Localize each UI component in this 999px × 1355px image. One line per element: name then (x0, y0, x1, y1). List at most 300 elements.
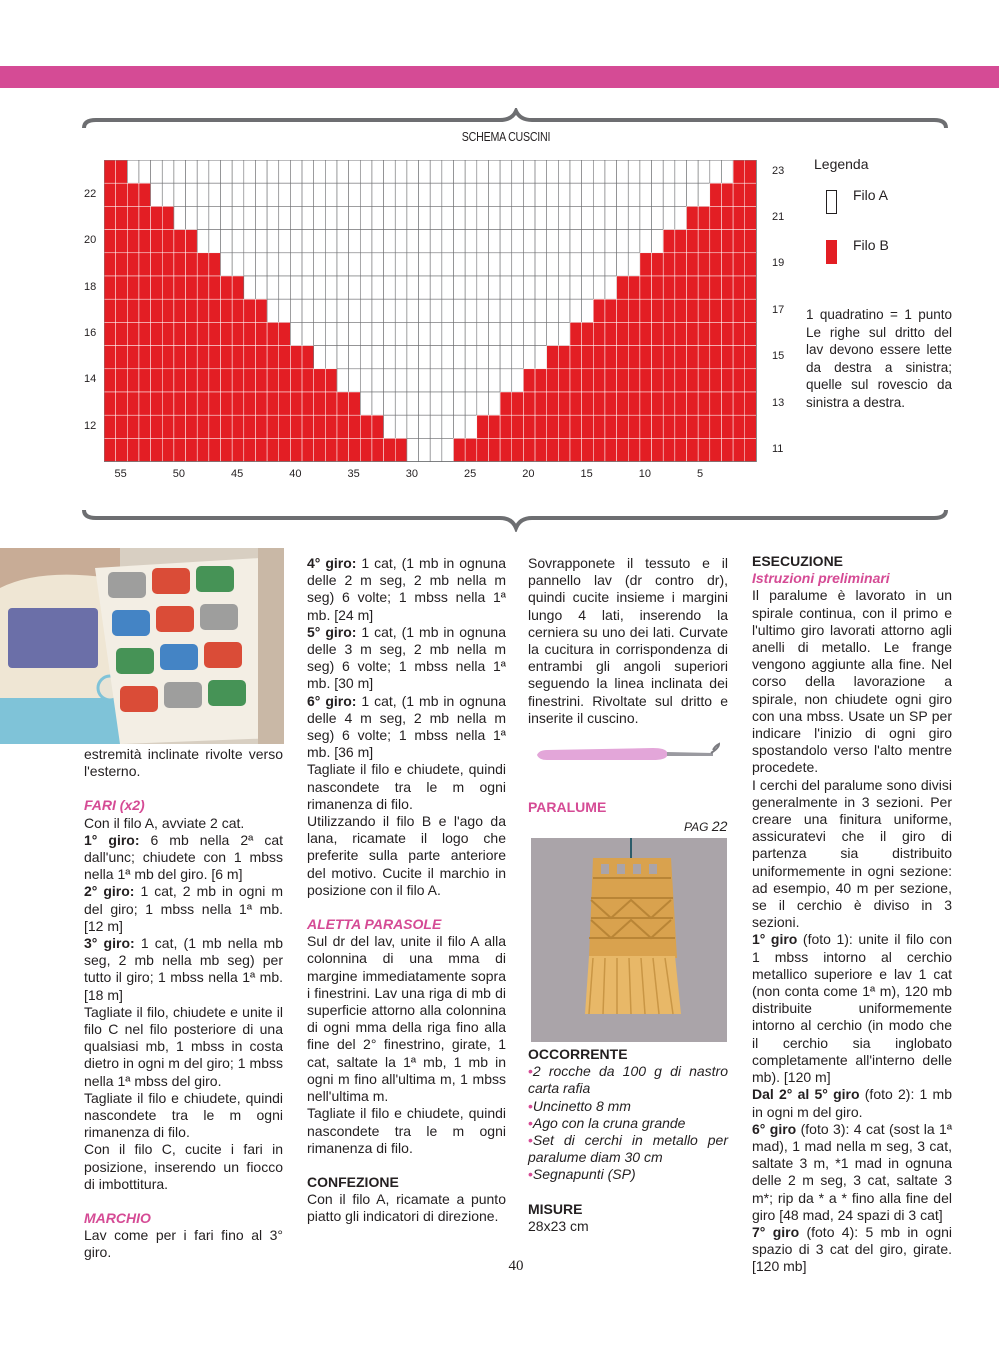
chart-cell-b (104, 230, 116, 253)
chart-cell-b (244, 392, 256, 415)
chart-cell-a (360, 183, 372, 206)
chart-cell-b (151, 276, 163, 299)
row-label-left: 14 (84, 373, 97, 386)
chart-cell-a (512, 230, 524, 253)
chart-cell-a (558, 299, 570, 322)
chart-cell-b (162, 253, 174, 276)
chart-cell-a (349, 276, 361, 299)
chart-cell-b (337, 392, 349, 415)
chart-cell-b (745, 415, 757, 438)
chart-cell-a (349, 369, 361, 392)
chart-cell-b (290, 346, 302, 369)
chart-cell-a (570, 253, 582, 276)
chart-cell-a (174, 206, 186, 229)
chart-cell-a (605, 183, 617, 206)
paralume-heading: PARALUME (528, 799, 607, 815)
chart-cell-a (267, 276, 279, 299)
aletta-text: Sul dr del lav, unite il filo A alla colonnina di una mma di margine immediatamente sopra i finestrini. Lav una riga di mb di superficie attorno alla colonnina di ogni mma della riga fino alla fine del 2° finestrino, girate, 1 cat, saltate la 1ª mb, 1 mb in ogni m fino all'ultima m, 1 mbss nell'ultima m. (307, 933, 506, 1105)
chart-cell-b (186, 438, 198, 461)
chart-cell-b (302, 392, 314, 415)
chart-cell-b (267, 346, 279, 369)
chart-title: SCHEMA CUSCINI (461, 129, 551, 144)
chart-cell-a (500, 230, 512, 253)
chart-cell-a (454, 206, 466, 229)
chart-cell-b (687, 369, 699, 392)
chart-cell-b (698, 415, 710, 438)
esecuzione-title: ESECUZIONE (752, 553, 844, 569)
col-label: 50 (172, 467, 185, 480)
chart-cell-a (419, 438, 431, 461)
chart-cell-a (325, 346, 337, 369)
chart-cell-b (558, 438, 570, 461)
chart-cell-b (127, 206, 139, 229)
chart-cell-a (279, 183, 291, 206)
chart-cell-a (267, 206, 279, 229)
chart-cell-a (407, 346, 419, 369)
chart-cell-a (407, 438, 419, 461)
chart-cell-b (314, 369, 326, 392)
chart-cell-a (419, 253, 431, 276)
chart-cell-b (721, 299, 733, 322)
chart-cell-b (512, 415, 524, 438)
chart-cell-b (593, 438, 605, 461)
chart-cell-b (174, 322, 186, 345)
chart-cell-a (558, 230, 570, 253)
chart-cell-a (500, 322, 512, 345)
chart-cell-a (512, 183, 524, 206)
chart-cell-b (652, 346, 664, 369)
fari-title: FARI (x2) (84, 797, 145, 814)
chart-cell-a (640, 230, 652, 253)
chart-cell-b (197, 299, 209, 322)
material-item: • 2 rocche da 100 g di nastro carta rafia (528, 1063, 728, 1097)
chart-cell-a (337, 230, 349, 253)
chart-cell-b (687, 253, 699, 276)
chart-cell-b (244, 438, 256, 461)
chart-cell-b (139, 392, 151, 415)
col2-round-4: 4° giro: 1 cat, (1 mb in ognuna delle 2 m seg, 2 mb nella m seg) 6 volte; 1 mbss nella 1ª mb. [24 m] (307, 555, 506, 623)
chart-cell-a (582, 276, 594, 299)
chart-cell-a (360, 369, 372, 392)
chart-cell-b (663, 322, 675, 345)
chart-cell-b (197, 346, 209, 369)
chart-cell-b (151, 206, 163, 229)
chart-cell-a (582, 299, 594, 322)
chart-cell-a (547, 206, 559, 229)
chart-cell-b (174, 253, 186, 276)
chart-cell-b (652, 438, 664, 461)
chart-cell-b (221, 415, 233, 438)
chart-cell-b (628, 322, 640, 345)
chart-cell-b (733, 160, 745, 183)
chart-cell-b (465, 438, 477, 461)
chart-cell-a (710, 160, 722, 183)
chart-cell-b (652, 392, 664, 415)
chart-cell-a (442, 230, 454, 253)
row-label-right: 21 (772, 211, 785, 223)
column-3-lower (528, 1046, 728, 1235)
chart-cell-a (593, 253, 605, 276)
chart-cell-b (605, 346, 617, 369)
chart-cell-b (617, 415, 629, 438)
chart-cell-a (430, 160, 442, 183)
chart-cell-a (349, 230, 361, 253)
chart-cell-b (547, 369, 559, 392)
chart-cell-a (617, 160, 629, 183)
col2-cut: Tagliate il filo e chiudete, quindi nascondete tra le m ogni rimanenza di filo. (307, 761, 506, 812)
chart-cell-b (733, 230, 745, 253)
crochet-hook-image (533, 738, 725, 768)
chart-cell-b (582, 438, 594, 461)
chart-cell-a (465, 206, 477, 229)
fari-cut-1: Tagliate il filo, chiudete e unite il filo C nel filo posteriore di una qualsiasi mb, 1 mbss in costa dietro in ogni m del giro; 1 mbss nella 1ª mbss del giro. (84, 1003, 283, 1089)
chart-cell-a (512, 206, 524, 229)
chart-cell-a (535, 206, 547, 229)
chart-cell-a (162, 183, 174, 206)
col4-round-7: 7° giro (foto 4): 5 mb in ogni spazio di 3 cat del giro, girate. [120 mb] (752, 1223, 953, 1275)
chart-cell-a (174, 160, 186, 183)
chart-cell-b (570, 415, 582, 438)
chart-cell-a (488, 253, 500, 276)
chart-cell-a (244, 160, 256, 183)
chart-cell-b (139, 438, 151, 461)
chart-cell-b (687, 299, 699, 322)
chart-cell-b (733, 415, 745, 438)
chart-cell-b (139, 230, 151, 253)
chart-cell-b (710, 230, 722, 253)
misure-title: MISURE (528, 1200, 583, 1217)
chart-cell-b (197, 322, 209, 345)
chart-cell-b (710, 415, 722, 438)
chart-cell-b (652, 322, 664, 345)
chart-cell-a (290, 160, 302, 183)
chart-cell-b (279, 369, 291, 392)
legend-title: Legenda (814, 156, 869, 172)
chart-cell-a (232, 183, 244, 206)
legend-swatch-b (826, 240, 837, 264)
chart-cell-a (197, 183, 209, 206)
chart-cell-a (454, 392, 466, 415)
chart-cell-a (384, 183, 396, 206)
chart-cell-a (465, 183, 477, 206)
chart-cell-a (675, 206, 687, 229)
chart-cell-a (605, 160, 617, 183)
chart-cell-a (442, 299, 454, 322)
row-label-left: 20 (84, 234, 97, 247)
row-label-left: 12 (84, 419, 97, 432)
chart-cell-b (745, 369, 757, 392)
chart-cell-b (617, 369, 629, 392)
chart-cell-a (617, 206, 629, 229)
chart-cell-b (500, 415, 512, 438)
chart-cell-a (232, 206, 244, 229)
chart-cell-a (652, 160, 664, 183)
chart-cell-a (430, 230, 442, 253)
chart-cell-b (104, 206, 116, 229)
chart-cell-b (710, 253, 722, 276)
chart-cell-b (290, 415, 302, 438)
chart-cell-a (395, 415, 407, 438)
chart-cell-b (209, 346, 221, 369)
chart-cell-a (267, 160, 279, 183)
chart-cell-a (593, 230, 605, 253)
chart-cell-a (442, 206, 454, 229)
chart-cell-a (186, 160, 198, 183)
chart-cell-a (535, 183, 547, 206)
chart-cell-b (454, 438, 466, 461)
page-reference: PAG 22 (684, 818, 728, 834)
chart-cell-b (687, 438, 699, 461)
chart-cell-a (337, 299, 349, 322)
chart-cell-a (558, 276, 570, 299)
chart-cell-b (127, 392, 139, 415)
chart-cell-b (675, 438, 687, 461)
chart-cell-a (244, 253, 256, 276)
chart-cell-a (221, 230, 233, 253)
chart-cell-a (360, 230, 372, 253)
chart-cell-b (640, 415, 652, 438)
chart-cell-b (582, 415, 594, 438)
chart-cell-a (465, 230, 477, 253)
chart-cell-a (628, 183, 640, 206)
chart-cell-a (255, 230, 267, 253)
column-3 (528, 555, 728, 727)
chart-cell-b (570, 392, 582, 415)
chart-cell-a (477, 253, 489, 276)
chart-cell-b (349, 392, 361, 415)
chart-cell-b (710, 346, 722, 369)
chart-cell-a (407, 392, 419, 415)
chart-cell-a (244, 276, 256, 299)
chart-cell-a (617, 230, 629, 253)
chart-cell-b (488, 415, 500, 438)
chart-cell-a (477, 276, 489, 299)
chart-cell-b (221, 392, 233, 415)
chart-cell-b (267, 392, 279, 415)
row-label-right: 15 (772, 350, 785, 363)
chart-cell-a (477, 369, 489, 392)
chart-cell-b (267, 415, 279, 438)
chart-cell-b (721, 230, 733, 253)
chart-cell-a (698, 183, 710, 206)
chart-cell-b (139, 206, 151, 229)
chart-cell-b (151, 230, 163, 253)
chart-cell-b (721, 183, 733, 206)
chart-cell-a (547, 322, 559, 345)
chart-cell-a (419, 369, 431, 392)
chart-cell-b (605, 392, 617, 415)
chart-cell-b (162, 369, 174, 392)
chart-cell-a (465, 276, 477, 299)
chart-cell-a (465, 160, 477, 183)
chart-cell-a (325, 276, 337, 299)
chart-cell-b (151, 322, 163, 345)
chart-cell-a (221, 206, 233, 229)
chart-cell-b (290, 369, 302, 392)
chart-cell-b (593, 322, 605, 345)
chart-cell-b (663, 299, 675, 322)
chart-cell-a (221, 160, 233, 183)
chart-cell-b (162, 438, 174, 461)
chart-cell-b (302, 415, 314, 438)
chart-cell-a (477, 322, 489, 345)
chart-cell-a (605, 276, 617, 299)
chart-cell-a (512, 160, 524, 183)
chart-cell-a (325, 230, 337, 253)
chart-cell-a (430, 322, 442, 345)
chart-cell-a (244, 183, 256, 206)
chart-cell-a (279, 276, 291, 299)
chart-cell-a (360, 346, 372, 369)
chart-cell-b (710, 392, 722, 415)
chart-cell-a (232, 160, 244, 183)
chart-cell-a (488, 322, 500, 345)
chart-cell-a (558, 160, 570, 183)
chart-cell-a (500, 346, 512, 369)
chart-cell-b (733, 322, 745, 345)
chart-cell-a (535, 230, 547, 253)
chart-cell-a (314, 230, 326, 253)
chart-cell-a (617, 183, 629, 206)
chart-cell-a (675, 160, 687, 183)
chart-cell-a (570, 299, 582, 322)
chart-cell-a (430, 206, 442, 229)
chart-cell-b (570, 369, 582, 392)
chart-cell-b (710, 369, 722, 392)
chart-cell-b (558, 392, 570, 415)
marchio-title: MARCHIO (84, 1210, 151, 1227)
chart-cell-a (267, 230, 279, 253)
chart-cell-a (547, 183, 559, 206)
chart-cell-b (349, 415, 361, 438)
chart-cell-a (523, 346, 535, 369)
chart-cell-b (687, 230, 699, 253)
chart-cell-a (395, 160, 407, 183)
chart-cell-a (500, 276, 512, 299)
chart-cell-a (488, 299, 500, 322)
chart-cell-a (488, 183, 500, 206)
chart-cell-a (372, 322, 384, 345)
column-1 (84, 746, 283, 1262)
chart-cell-b (151, 392, 163, 415)
chart-cell-b (151, 253, 163, 276)
chart-cell-a (384, 206, 396, 229)
col4-round-2-5: Dal 2° al 5° giro (foto 2): 1 mb in ogni m del giro. (752, 1086, 952, 1120)
chart-cell-a (663, 160, 675, 183)
chart-cell-b (360, 438, 372, 461)
chart-cell-b (209, 369, 221, 392)
chart-cell-a (419, 230, 431, 253)
chart-cell-b (221, 299, 233, 322)
chart-cell-a (314, 253, 326, 276)
chart-cell-b (221, 438, 233, 461)
chart-cell-a (255, 253, 267, 276)
chart-cell-b (652, 276, 664, 299)
chart-cell-b (302, 346, 314, 369)
chart-cell-b (628, 392, 640, 415)
chart-cell-b (675, 346, 687, 369)
chart-cell-a (395, 322, 407, 345)
chart-cell-a (290, 299, 302, 322)
chart-cell-b (116, 346, 128, 369)
chart-cell-b (186, 253, 198, 276)
chart-cell-a (267, 299, 279, 322)
chart-cell-b (104, 346, 116, 369)
chart-cell-a (360, 253, 372, 276)
chart-cell-a (442, 183, 454, 206)
chart-cell-b (197, 253, 209, 276)
chart-cell-a (209, 160, 221, 183)
chart-cell-a (407, 183, 419, 206)
chart-cell-b (221, 369, 233, 392)
chart-cell-a (465, 322, 477, 345)
chart-cell-b (582, 322, 594, 345)
chart-cell-b (116, 392, 128, 415)
chart-cell-a (488, 392, 500, 415)
chart-cell-b (116, 415, 128, 438)
chart-cell-a (512, 369, 524, 392)
chart-cell-b (186, 415, 198, 438)
chart-cell-b (325, 438, 337, 461)
chart-cell-a (512, 299, 524, 322)
chart-cell-a (384, 160, 396, 183)
chart-cell-a (570, 206, 582, 229)
chart-cell-a (721, 160, 733, 183)
chart-cell-b (523, 415, 535, 438)
chart-cell-b (255, 322, 267, 345)
chart-cell-b (232, 299, 244, 322)
chart-cell-b (687, 346, 699, 369)
chart-cell-a (395, 346, 407, 369)
chart-cell-a (372, 346, 384, 369)
chart-cell-b (151, 369, 163, 392)
chart-cell-a (302, 206, 314, 229)
chart-cell-a (232, 230, 244, 253)
chart-cell-a (337, 206, 349, 229)
chart-cell-a (523, 322, 535, 345)
chart-cell-b (209, 392, 221, 415)
chart-cell-b (617, 276, 629, 299)
chart-cell-b (547, 438, 559, 461)
chart-cell-a (570, 230, 582, 253)
material-item: • Segnapunti (SP) (528, 1166, 728, 1183)
chart-cell-b (663, 392, 675, 415)
chart-cell-b (279, 322, 291, 345)
chart-cell-a (372, 392, 384, 415)
chart-cell-b (675, 276, 687, 299)
chart-cell-b (628, 299, 640, 322)
chart-cell-a (500, 206, 512, 229)
chart-cell-b (384, 438, 396, 461)
chart-cell-b (174, 276, 186, 299)
chart-cell-a (407, 160, 419, 183)
chart-cell-a (174, 183, 186, 206)
chart-cell-a (582, 230, 594, 253)
chart-cell-b (593, 346, 605, 369)
chart-cell-a (547, 160, 559, 183)
chart-cell-a (290, 276, 302, 299)
chart-cell-b (290, 438, 302, 461)
chart-cell-a (337, 276, 349, 299)
chart-cell-b (104, 276, 116, 299)
chart-cell-b (162, 346, 174, 369)
chart-cell-b (127, 369, 139, 392)
col-label: 20 (522, 467, 535, 480)
chart-cell-a (535, 160, 547, 183)
chart-cell-a (419, 392, 431, 415)
chart-cell-b (174, 415, 186, 438)
chart-cell-b (255, 415, 267, 438)
